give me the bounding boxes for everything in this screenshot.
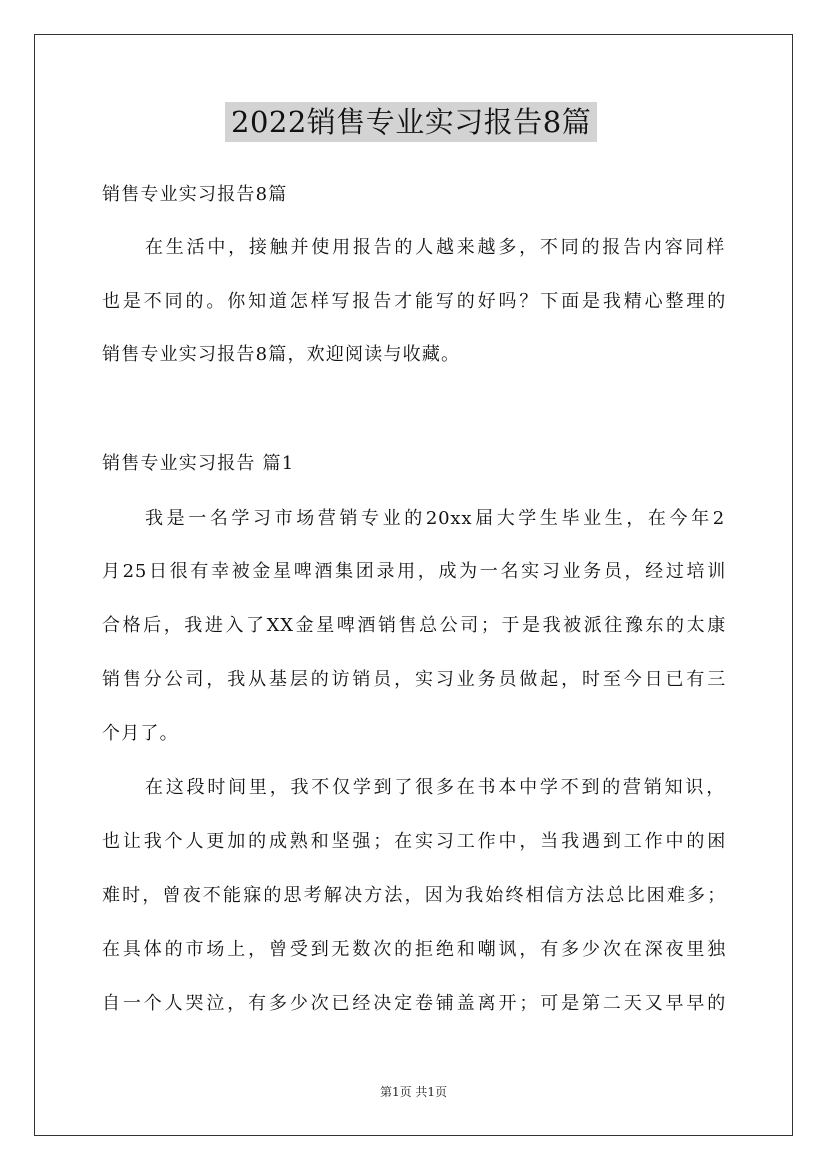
document-subtitle: 销售专业实习报告8篇 xyxy=(102,184,288,205)
paragraph2-line-3: 难时，曾夜不能寐的思考解决方法，因为我始终相信方法总比困难多； xyxy=(102,885,726,906)
page-footer: 第1页 共1页 xyxy=(379,1085,448,1099)
intro-line-2: 也是不同的。你知道怎样写报告才能写的好吗？下面是我精心整理的 xyxy=(102,291,726,312)
paragraph2-line-2: 也让我个人更加的成熟和坚强；在实习工作中，当我遇到工作中的困 xyxy=(102,831,726,852)
paragraph1-line-3: 合格后，我进入了XX金星啤酒销售总公司；于是我被派往豫东的太康 xyxy=(102,615,726,636)
paragraph2-line-4: 在具体的市场上，曾受到无数次的拒绝和嘲讽，有多少次在深夜里独 xyxy=(102,939,726,960)
paragraph1-line-5: 个月了。 xyxy=(102,723,179,744)
paragraph2-line-1: 在这段时间里，我不仅学到了很多在书本中学不到的营销知识， xyxy=(145,777,725,798)
section-heading: 销售专业实习报告 篇1 xyxy=(102,453,295,474)
paragraph1-line-1: 我是一名学习市场营销专业的20xx届大学生毕业生，在今年2 xyxy=(145,508,725,529)
intro-line-1: 在生活中，接触并使用报告的人越来越多，不同的报告内容同样 xyxy=(145,237,725,258)
intro-line-3: 销售专业实习报告8篇，欢迎阅读与收藏。 xyxy=(102,344,461,365)
paragraph1-line-4: 销售分公司，我从基层的访销员，实习业务员做起，时至今日已有三 xyxy=(102,669,726,690)
document-title: 2022销售专业实习报告8篇 xyxy=(225,102,597,142)
paragraph2-line-5: 自一个人哭泣，有多少次已经决定卷铺盖离开；可是第二天又早早的 xyxy=(102,993,726,1014)
paragraph1-line-2: 月25日很有幸被金星啤酒集团录用，成为一名实习业务员，经过培训 xyxy=(102,561,726,582)
